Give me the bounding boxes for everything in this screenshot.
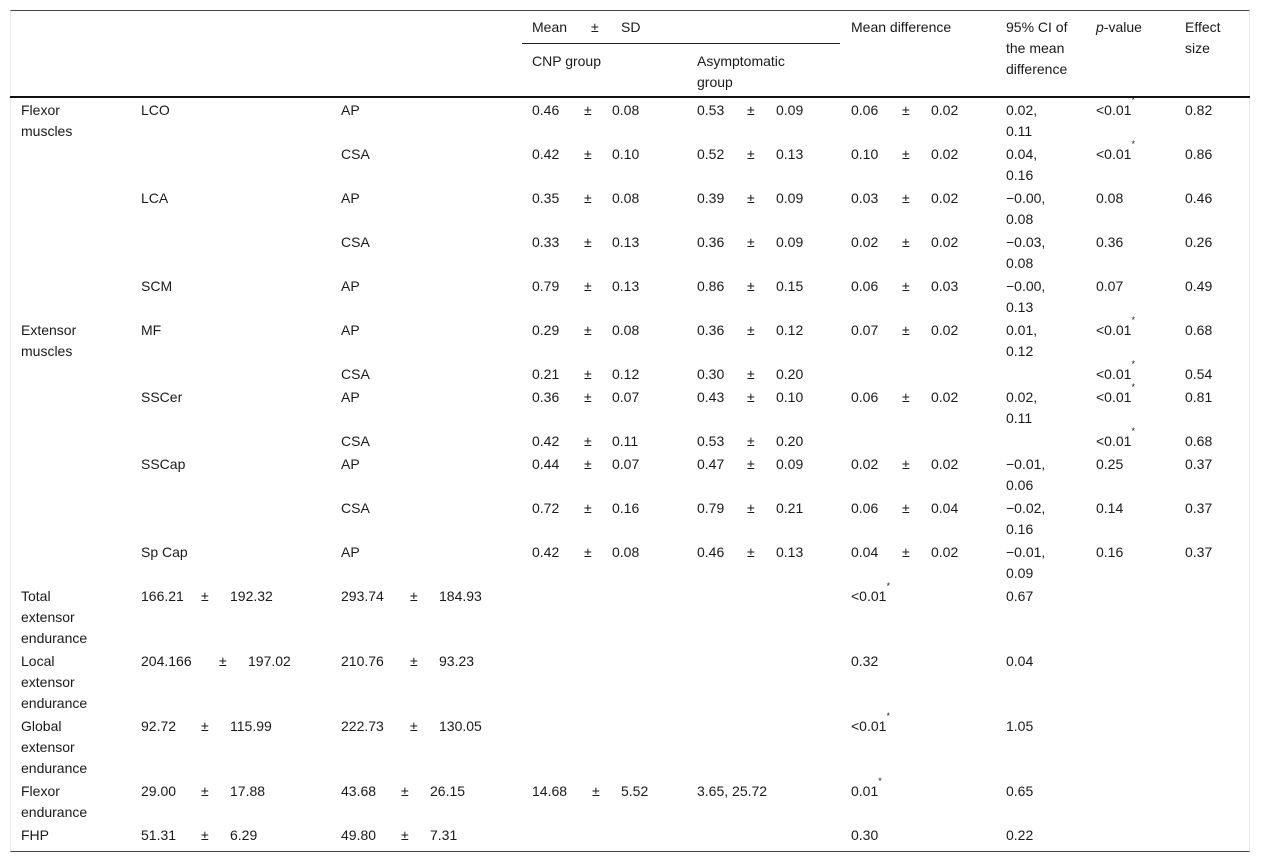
cell-asym-mean: 0.86	[697, 278, 725, 294]
header-pm: ±	[591, 19, 599, 35]
cell-measure: CSA	[341, 433, 370, 449]
plus-minus-sign: ±	[747, 146, 755, 162]
cell-cnp-mean: 0.72	[532, 500, 560, 516]
significance-marker: *	[878, 776, 882, 787]
plus-minus-sign: ±	[902, 278, 910, 294]
plus-minus-sign: ±	[584, 146, 592, 162]
cell-endurance-label: Local	[21, 653, 55, 669]
header-effect-line2: size	[1185, 40, 1210, 56]
cell-asym-mean: 0.53	[697, 433, 725, 449]
cell-asym-mean: 210.76	[341, 653, 384, 669]
cell-ci-upper: 0.16	[1006, 521, 1034, 537]
plus-minus-sign: ±	[584, 234, 592, 250]
cell-pvalue: 0.16	[1096, 544, 1124, 560]
cell-endurance-label: endurance	[21, 695, 88, 711]
plus-minus-sign: ±	[201, 588, 209, 604]
cell-asym-mean: 0.43	[697, 389, 725, 405]
significance-marker: *	[1131, 359, 1135, 370]
cell-effect-size: 0.46	[1185, 190, 1213, 206]
cell-endurance-label: endurance	[21, 630, 88, 646]
header-rule	[10, 96, 1250, 98]
cell-cnp-sd: 0.13	[612, 234, 640, 250]
cell-diff-mean: 0.02	[851, 234, 879, 250]
cell-pvalue: 0.32	[851, 653, 879, 669]
cell-cnp-sd: 115.99	[230, 718, 272, 734]
cell-asym-mean: 0.79	[697, 500, 725, 516]
cell-muscle: SCM	[141, 278, 173, 294]
cell-ci-upper: 0.11	[1006, 123, 1033, 139]
cell-pvalue: <0.01*	[851, 581, 890, 604]
cell-cnp-mean: 0.42	[532, 146, 560, 162]
cell-measure: CSA	[341, 500, 370, 516]
cell-muscle: LCO	[141, 102, 170, 118]
cell-asym-sd: 26.15	[430, 783, 466, 799]
cell-cnp-sd: 0.13	[612, 278, 640, 294]
cell-asym-sd: 0.21	[776, 500, 804, 516]
cell-asym-sd: 0.09	[776, 234, 804, 250]
cell-cnp-sd: 0.12	[612, 366, 640, 382]
cell-effect-size: 0.54	[1185, 366, 1213, 382]
cell-ci-lower: 0.02,	[1006, 102, 1038, 118]
cell-ci-lower: −0.00,	[1006, 278, 1046, 294]
plus-minus-sign: ±	[410, 653, 418, 669]
cell-cnp-mean: 51.31	[141, 827, 177, 843]
cell-diff-sd: 5.52	[621, 783, 649, 799]
group-extensor-line2: muscles	[21, 343, 73, 359]
cell-pvalue: 0.30	[851, 827, 879, 843]
plus-minus-sign: ±	[584, 190, 592, 206]
cell-pvalue: 0.36	[1096, 234, 1124, 250]
cell-asym-mean: 0.53	[697, 102, 725, 118]
cell-pvalue: <0.01*	[1096, 426, 1135, 449]
cell-asym-mean: 0.30	[697, 366, 725, 382]
cell-diff-sd: 0.02	[931, 544, 959, 560]
cell-ci-upper: 0.09	[1006, 565, 1034, 581]
header-pvalue-p: p	[1096, 19, 1104, 35]
cell-muscle: MF	[141, 322, 162, 338]
cell-effect-size: 0.68	[1185, 433, 1213, 449]
plus-minus-sign: ±	[584, 389, 592, 405]
header-ci-line3: difference	[1006, 61, 1068, 77]
cell-asym-sd: 0.10	[776, 389, 804, 405]
group-extensor-line1: Extensor	[21, 322, 77, 338]
cell-diff-mean: 0.06	[851, 278, 879, 294]
cell-diff-sd: 0.02	[931, 190, 959, 206]
cell-measure: CSA	[341, 146, 370, 162]
cell-cnp-sd: 0.08	[612, 322, 640, 338]
cell-effect-size: 0.67	[1006, 588, 1034, 604]
significance-marker: *	[1131, 382, 1135, 393]
plus-minus-sign: ±	[902, 544, 910, 560]
cell-measure: AP	[341, 389, 360, 405]
plus-minus-sign: ±	[747, 544, 755, 560]
cell-cnp-mean: 0.44	[532, 456, 560, 472]
cell-ci-lower: −0.00,	[1006, 190, 1046, 206]
cell-measure: AP	[341, 278, 360, 294]
cell-diff-mean: 14.68	[532, 783, 568, 799]
plus-minus-sign: ±	[747, 322, 755, 338]
cell-asym-mean: 0.46	[697, 544, 725, 560]
cell-ci-upper: 0.12	[1006, 343, 1034, 359]
cell-effect-size: 1.05	[1006, 718, 1034, 734]
plus-minus-sign: ±	[410, 718, 418, 734]
plus-minus-sign: ±	[902, 146, 910, 162]
header-sd: SD	[621, 19, 641, 35]
cell-cnp-mean: 0.29	[532, 322, 560, 338]
cell-effect-size: 0.37	[1185, 456, 1213, 472]
plus-minus-sign: ±	[592, 783, 600, 799]
cell-effect-size: 0.49	[1185, 278, 1213, 294]
header-asym-group-line2: group	[697, 74, 733, 90]
cell-cnp-mean: 0.21	[532, 366, 560, 382]
cell-pvalue: 0.08	[1096, 190, 1124, 206]
cell-measure: AP	[341, 322, 360, 338]
header-ci-line2: the mean	[1006, 40, 1065, 56]
header-pvalue-rest: -value	[1103, 19, 1142, 35]
cell-asym-sd: 93.23	[439, 653, 475, 669]
header-ci-line1: 95% CI of	[1006, 19, 1068, 35]
cell-cnp-mean: 166.21	[141, 588, 184, 604]
cell-asym-sd: 0.15	[776, 278, 804, 294]
cell-effect-size: 0.04	[1006, 653, 1034, 669]
cell-effect-size: 0.37	[1185, 544, 1213, 560]
significance-marker: *	[1131, 426, 1135, 437]
header-cnp-group: CNP group	[532, 53, 602, 69]
cell-cnp-sd: 0.11	[612, 433, 639, 449]
cell-muscle: Sp Cap	[141, 544, 188, 560]
cell-muscle: SSCer	[141, 389, 183, 405]
cell-diff-mean: 0.06	[851, 500, 879, 516]
significance-marker: *	[886, 711, 890, 722]
cell-ci-lower: 0.04,	[1006, 146, 1038, 162]
cell-asym-mean: 0.36	[697, 234, 725, 250]
plus-minus-sign: ±	[584, 322, 592, 338]
cell-cnp-sd: 0.08	[612, 544, 640, 560]
plus-minus-sign: ±	[219, 653, 227, 669]
plus-minus-sign: ±	[902, 322, 910, 338]
cell-cnp-sd: 0.07	[612, 456, 640, 472]
cell-cnp-sd: 0.08	[612, 190, 640, 206]
cell-cnp-sd: 197.02	[248, 653, 291, 669]
plus-minus-sign: ±	[747, 190, 755, 206]
cell-ci: 3.65, 25.72	[697, 783, 768, 799]
cell-measure: CSA	[341, 366, 370, 382]
header-mean: Mean	[532, 19, 568, 35]
cell-endurance-label: FHP	[21, 827, 49, 843]
cell-diff-sd: 0.02	[931, 389, 959, 405]
cell-asym-mean: 0.39	[697, 190, 725, 206]
plus-minus-sign: ±	[902, 389, 910, 405]
plus-minus-sign: ±	[747, 433, 755, 449]
cell-pvalue: <0.01*	[851, 711, 890, 734]
cell-endurance-label: extensor	[21, 674, 75, 690]
cell-diff-mean: 0.06	[851, 389, 879, 405]
cell-ci-upper: 0.11	[1006, 410, 1033, 426]
plus-minus-sign: ±	[747, 500, 755, 516]
cell-measure: AP	[341, 544, 360, 560]
cell-asym-sd: 0.20	[776, 433, 804, 449]
cell-effect-size: 0.68	[1185, 322, 1213, 338]
cell-ci-upper: 0.08	[1006, 255, 1034, 271]
plus-minus-sign: ±	[584, 500, 592, 516]
plus-minus-sign: ±	[747, 389, 755, 405]
cell-asym-mean: 293.74	[341, 588, 384, 604]
cell-ci-upper: 0.16	[1006, 167, 1034, 183]
cell-cnp-sd: 0.08	[612, 102, 640, 118]
significance-marker: *	[1131, 95, 1135, 106]
cell-cnp-sd: 0.16	[612, 500, 640, 516]
cell-cnp-mean: 0.35	[532, 190, 560, 206]
header-pvalue	[1096, 17, 1142, 38]
cell-ci-lower: −0.02,	[1006, 500, 1046, 516]
cell-asym-sd: 0.09	[776, 102, 804, 118]
cell-diff-mean: 0.07	[851, 322, 879, 338]
cell-effect-size: 0.37	[1185, 500, 1213, 516]
plus-minus-sign: ±	[747, 278, 755, 294]
cell-asym-sd: 7.31	[430, 827, 458, 843]
cell-muscle: LCA	[141, 190, 169, 206]
plus-minus-sign: ±	[584, 456, 592, 472]
cell-asym-sd: 0.12	[776, 322, 804, 338]
plus-minus-sign: ±	[747, 456, 755, 472]
cell-asym-sd: 130.05	[439, 718, 482, 734]
plus-minus-sign: ±	[584, 433, 592, 449]
cell-diff-mean: 0.10	[851, 146, 879, 162]
plus-minus-sign: ±	[902, 500, 910, 516]
cell-ci-upper: 0.13	[1006, 299, 1034, 315]
cell-effect-size: 0.65	[1006, 783, 1034, 799]
plus-minus-sign: ±	[401, 827, 409, 843]
cell-pvalue: <0.01*	[1096, 315, 1135, 338]
cell-diff-mean: 0.04	[851, 544, 879, 560]
group-flexor-line2: muscles	[21, 123, 73, 139]
cell-pvalue: <0.01*	[1096, 95, 1135, 118]
cell-pvalue: 0.14	[1096, 500, 1124, 516]
plus-minus-sign: ±	[584, 102, 592, 118]
cell-asym-mean: 222.73	[341, 718, 384, 734]
cell-endurance-label: Global	[21, 718, 62, 734]
cell-ci-upper: 0.08	[1006, 211, 1034, 227]
cell-cnp-mean: 0.79	[532, 278, 560, 294]
cell-endurance-label: endurance	[21, 804, 88, 820]
group-flexor-line1: Flexor	[21, 102, 60, 118]
cell-ci-lower: −0.01,	[1006, 544, 1046, 560]
significance-marker: *	[1131, 139, 1135, 150]
plus-minus-sign: ±	[902, 190, 910, 206]
significance-marker: *	[1131, 315, 1135, 326]
cell-effect-size: 0.86	[1185, 146, 1213, 162]
cell-endurance-label: extensor	[21, 609, 75, 625]
cell-asym-sd: 184.93	[439, 588, 482, 604]
cell-diff-sd: 0.02	[931, 456, 959, 472]
plus-minus-sign: ±	[902, 102, 910, 118]
cell-cnp-mean: 204.166	[141, 653, 192, 669]
cell-cnp-sd: 17.88	[230, 783, 266, 799]
cell-ci-lower: 0.01,	[1006, 322, 1038, 338]
cell-asym-mean: 0.52	[697, 146, 725, 162]
cell-diff-sd: 0.02	[931, 146, 959, 162]
cell-cnp-mean: 0.36	[532, 389, 560, 405]
cell-muscle: SSCap	[141, 456, 186, 472]
header-asym-group-line1: Asymptomatic	[697, 53, 785, 69]
cell-cnp-sd: 192.32	[230, 588, 273, 604]
cell-asym-mean: 0.47	[697, 456, 725, 472]
cell-endurance-label: Flexor	[21, 783, 60, 799]
plus-minus-sign: ±	[201, 783, 209, 799]
cell-diff-sd: 0.02	[931, 102, 959, 118]
plus-minus-sign: ±	[747, 234, 755, 250]
cell-cnp-mean: 0.33	[532, 234, 560, 250]
cell-effect-size: 0.81	[1185, 389, 1213, 405]
plus-minus-sign: ±	[401, 783, 409, 799]
cell-asym-sd: 0.13	[776, 544, 804, 560]
cell-asym-mean: 49.80	[341, 827, 377, 843]
plus-minus-sign: ±	[584, 544, 592, 560]
cell-ci-upper: 0.06	[1006, 477, 1034, 493]
cell-pvalue: 0.07	[1096, 278, 1124, 294]
cell-cnp-mean: 0.46	[532, 102, 560, 118]
cell-pvalue: 0.01*	[851, 776, 882, 799]
plus-minus-sign: ±	[902, 234, 910, 250]
cell-effect-size: 0.26	[1185, 234, 1213, 250]
header-effect-line1: Effect	[1185, 19, 1221, 35]
cell-diff-sd: 0.03	[931, 278, 959, 294]
cell-cnp-mean: 29.00	[141, 783, 177, 799]
cell-asym-sd: 0.09	[776, 456, 804, 472]
cell-diff-sd: 0.02	[931, 322, 959, 338]
cell-diff-mean: 0.06	[851, 102, 879, 118]
cell-measure: AP	[341, 456, 360, 472]
cell-asym-sd: 0.09	[776, 190, 804, 206]
plus-minus-sign: ±	[902, 456, 910, 472]
plus-minus-sign: ±	[584, 278, 592, 294]
cell-cnp-sd: 0.07	[612, 389, 640, 405]
cell-diff-mean: 0.02	[851, 456, 879, 472]
cell-measure: AP	[341, 102, 360, 118]
cell-diff-sd: 0.04	[931, 500, 959, 516]
plus-minus-sign: ±	[747, 102, 755, 118]
plus-minus-sign: ±	[410, 588, 418, 604]
cell-asym-sd: 0.20	[776, 366, 804, 382]
cell-cnp-mean: 0.42	[532, 544, 560, 560]
cell-ci-lower: 0.02,	[1006, 389, 1038, 405]
cell-ci-lower: −0.01,	[1006, 456, 1046, 472]
cell-pvalue: <0.01*	[1096, 382, 1135, 405]
cell-asym-mean: 0.36	[697, 322, 725, 338]
cell-pvalue: <0.01*	[1096, 359, 1135, 382]
cell-effect-size: 0.22	[1006, 827, 1034, 843]
cell-diff-sd: 0.02	[931, 234, 959, 250]
cell-cnp-mean: 92.72	[141, 718, 177, 734]
cell-endurance-label: Total	[21, 588, 51, 604]
plus-minus-sign: ±	[747, 366, 755, 382]
plus-minus-sign: ±	[201, 718, 209, 734]
cell-measure: CSA	[341, 234, 370, 250]
cell-cnp-sd: 0.10	[612, 146, 640, 162]
significance-marker: *	[886, 581, 890, 592]
cell-effect-size: 0.82	[1185, 102, 1213, 118]
cell-pvalue: 0.25	[1096, 456, 1124, 472]
cell-cnp-sd: 6.29	[230, 827, 258, 843]
cell-endurance-label: extensor	[21, 739, 75, 755]
plus-minus-sign: ±	[201, 827, 209, 843]
cell-diff-mean: 0.03	[851, 190, 879, 206]
plus-minus-sign: ±	[584, 366, 592, 382]
cell-ci-lower: −0.03,	[1006, 234, 1046, 250]
cell-asym-mean: 43.68	[341, 783, 377, 799]
cell-cnp-mean: 0.42	[532, 433, 560, 449]
header-mean-difference: Mean difference	[851, 19, 952, 35]
cell-endurance-label: endurance	[21, 760, 88, 776]
subheader-rule	[522, 43, 840, 44]
cell-pvalue: <0.01*	[1096, 139, 1135, 162]
cell-asym-sd: 0.13	[776, 146, 804, 162]
cell-measure: AP	[341, 190, 360, 206]
